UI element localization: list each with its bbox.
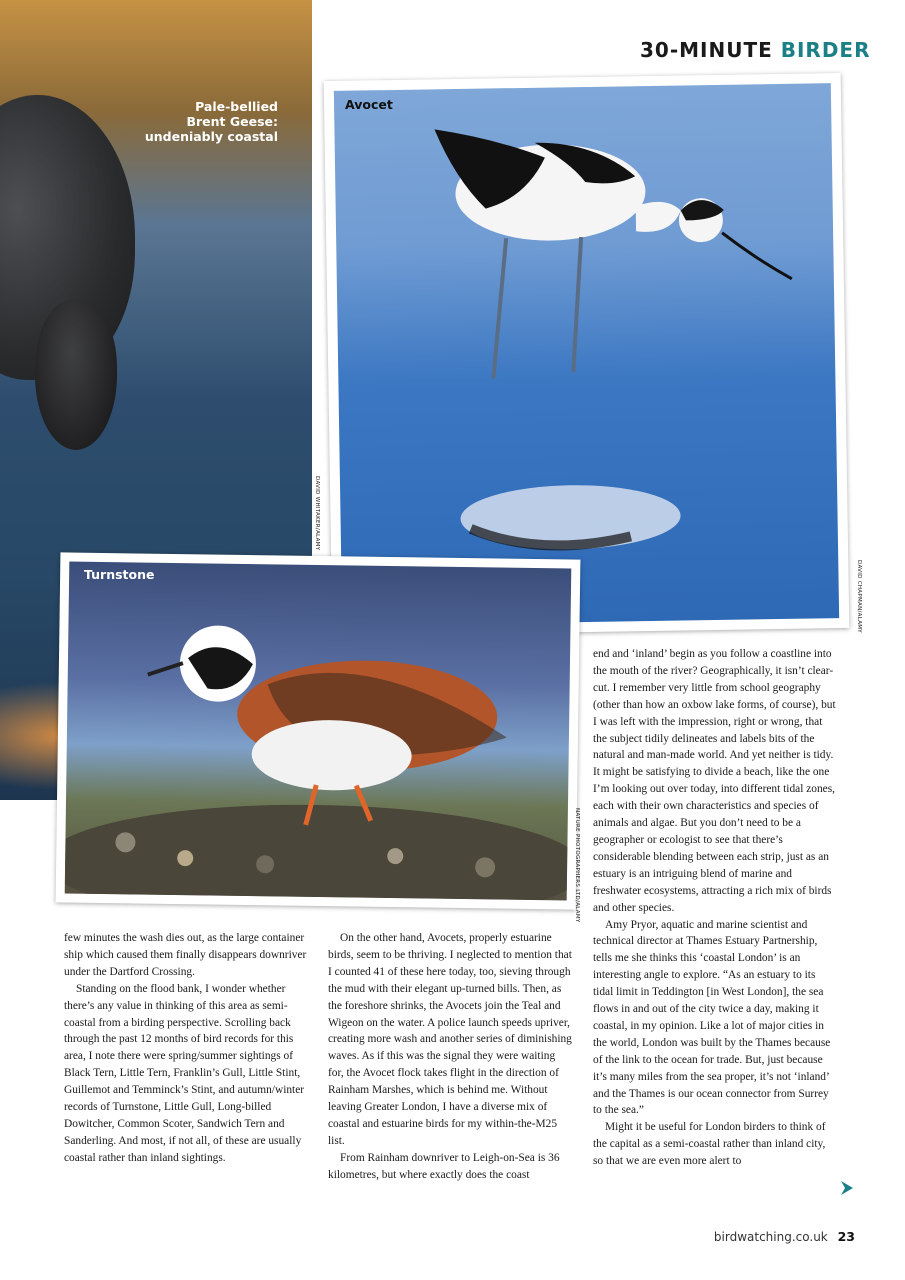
avocet-leg-left: [491, 238, 508, 378]
brent-geese-caption: Pale-bellied Brent Geese: undeniably coastal: [144, 99, 278, 144]
avocet-bill: [722, 232, 792, 280]
brent-geese-credit: DAVID WHITAKER/ALAMY: [314, 476, 320, 551]
goose-head-shape: [35, 300, 117, 450]
pebbles-ground: [65, 801, 572, 900]
section-title-accent: BIRDER: [780, 38, 871, 62]
page-number: 23: [837, 1229, 855, 1244]
turnstone-photo-frame: [56, 552, 581, 909]
turnstone-credit: NATURE PHOTOGRAPHERS LTD/ALAMY: [574, 808, 580, 923]
paragraph: Might it be useful for London birders to think of the capital as a semi-coastal rather than inland city, so that we are even more alert to: [593, 1121, 826, 1168]
footer-site: birdwatching.co.uk: [713, 1230, 828, 1244]
avocet-credit: DAVID CHAPMAN/ALAMY: [856, 560, 862, 633]
paragraph: end and ‘inland’ begin as you follow a coastline into the mouth of the river? Geographically, it isn’t clear-cut. I remember very little from school geography (other than how an oxbow lake forms, of course), but I was left with the impression, right or wrong, that the subject tidily delineates and labels bits of the natural and man-made world. And yet neither is tidy. It might be satisfying to divide a beach, like the one I’m looking out over today, into different tidal zones, each with their own characteristics and species of animals and algae. But you don’t need to be a geographer or ecologist to see that there’s considerable blending between each strip, just as an estuary is an intriguing blend of marine and freshwater ecosystems, attracting a rich mix of birds and other species.: [593, 648, 836, 914]
avocet-neck: [636, 202, 681, 233]
page-footer: [714, 1229, 855, 1244]
avocet-leg-right: [571, 237, 583, 372]
turnstone-bill: [148, 663, 183, 675]
article-column-1: [64, 930, 309, 1167]
turnstone-photo: [65, 562, 572, 901]
avocet-illustration: [334, 83, 839, 626]
avocet-photo: [334, 83, 839, 626]
paragraph: From Rainham downriver to Leigh-on-Sea is 36 kilometres, but where exactly does the coast: [328, 1151, 560, 1181]
article-column-2: [328, 930, 573, 1184]
turnstone-illustration: [65, 562, 572, 901]
avocet-caption: Avocet: [345, 97, 393, 112]
section-title-prefix: 30-MINUTE: [640, 38, 773, 62]
paragraph: On the other hand, Avocets, properly estuarine birds, seem to be thriving. I neglected to mention that I counted 41 of these here today, too, sieving through the mud with their elegant up-turned bills. Then, as the foreshore shrinks, the Avocets join the Teal and Wigeon on the water. A police launch speeds upriver, creating more wash and another series of diminishing waves. As if this was the signal they were waiting for, the Avocet flock takes flight in the direction of Rainham Marshes, which is behind me. Without leaving Greater London, I have a diverse mix of coastal and estuarine birds for my within-the-M25 list.: [328, 932, 572, 1147]
continue-arrow-icon: [840, 1180, 854, 1201]
turnstone-caption: Turnstone: [84, 567, 155, 582]
paragraph: Standing on the flood bank, I wonder whether there’s any value in thinking of this area as semi-coastal from a birding perspective. Scrolling back through the past 12 months of bird records for this area, I note there were spring/summer sightings of Black Tern, Little Tern, Franklin’s Gull, Little Stint, Guillemot and Temminck’s Stint, and autumn/winter records of Turnstone, Little Gull, Long-billed Dowitcher, Common Scoter, Sandwich Tern and Sanderling. And most, if not all, of these are usually coastal rather than inland sightings.: [64, 982, 305, 1164]
paragraph: few minutes the wash dies out, as the large container ship which caused them finally disappears downriver under the Dartford Crossing.: [64, 932, 307, 978]
article-column-3: [593, 646, 838, 1170]
section-title: [640, 38, 870, 62]
paragraph: Amy Pryor, aquatic and marine scientist and technical director at Thames Estuary Partnership, tells me she thinks this ‘coastal London’ is an interesting angle to explore. “As an estuary to its tidal limit in Teddington [in West London], the sea flows in and out of the city twice a day, making it coastal, in my opinion. Like a lot of major cities in the world, London was built by the Thames because of the link to the ocean for trade. But, just because it’s many miles from the sea proper, it’s not ‘inland’ and the Thames is our ocean connector from Surrey to the sea.”: [593, 918, 831, 1117]
avocet-photo-frame: [324, 73, 850, 636]
